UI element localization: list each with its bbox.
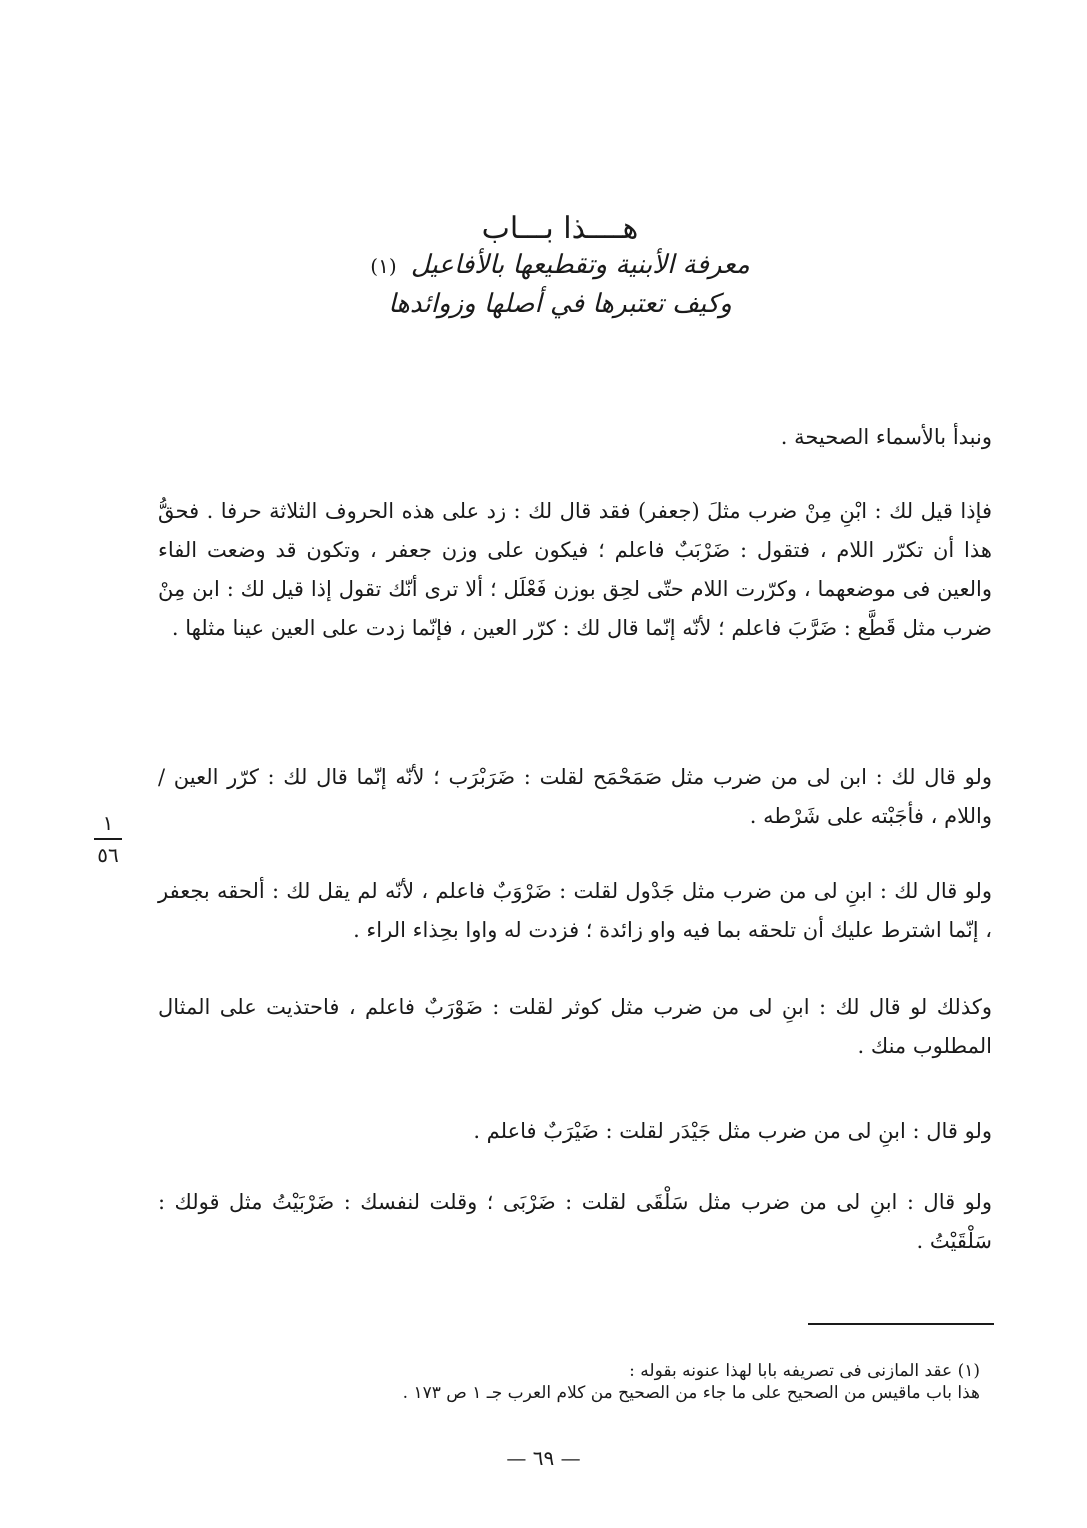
paragraph-text: ونبدأ بالأسماء الصحيحة .	[780, 425, 992, 449]
paragraph-intro	[158, 418, 992, 457]
paragraph-text: ولو قال : ابنِ لى من ضرب مثل جَيْدَر لقلت : ضَيْرَبٌ فاعلم .	[473, 1119, 992, 1143]
folio-number: ١	[102, 811, 114, 835]
paragraph-text: ولو قال لك : ابنِ لى من ضرب مثل جَدْول لقلت : ضَرْوَبٌ فاعلم ، لأنّه لم يقل لك : ألحقه بجعفر ، إنّما اشترط عليك أن تلحقه بما فيه واو زائدة ؛ فزدت له واوا بحِذاء الراء .	[158, 879, 992, 942]
title-line-3: وكيف تعتبرها في أصلها وزوائدها	[388, 289, 732, 319]
title-footnote-marker: (١)	[370, 254, 397, 278]
chapter-title	[360, 212, 760, 323]
footnote-line-1: (١) عقد المازنى فى تصريفه بابا لهذا عنونه بقوله :	[629, 1361, 980, 1381]
paragraph-text: فإذا قيل لك : ابْنِ مِنْ ضرب مثلَ (جعفر) فقد قال لك : زد على هذه الحروف الثلاثة حرفا . فحقُّ هذا أن تكرّر اللام ، فتقول : ضَرْبَبٌ فاعلم ؛ فيكون على وزن جعفر ، وتكون قد وضعت الفاء والعين فى موضعهما ، وكرّرت اللام حتّى لحِق بوزن فَعْلَل ؛ ألا ترى أنّك تقول إذا قيل لك : ابن مِنْ ضرب مثل قَطَّع : ضَرَّبَ فاعلم ؛ لأنّه إنّما قال لك : كرّر العين ، فإنّما زدت على العين عينا مثلها .	[158, 499, 992, 640]
footnote-divider	[808, 1323, 994, 1325]
footnote	[180, 1360, 980, 1404]
paragraph-3	[158, 872, 992, 950]
paragraph-4	[158, 988, 992, 1066]
manuscript-folio-note	[88, 810, 128, 868]
page-number: — ٦٩ —	[506, 1446, 581, 1470]
title-line-2	[360, 246, 760, 285]
paragraph-6	[158, 1183, 992, 1261]
footnote-line-2: هذا باب ماقيس من الصحيح على ما جاء من الصحيح من كلام العرب جـ ١ ص ١٧٣ .	[402, 1383, 980, 1403]
folio-divider	[94, 838, 122, 840]
paragraph-text: ولو قال : ابنِ لى من ضرب مثل سَلْقَى لقلت : ضَرْبَى ؛ وقلت لنفسك : ضَرْبَيْتُ مثل قولك : سَلْقَيْتُ .	[158, 1190, 992, 1253]
paragraph-1	[158, 492, 992, 648]
paragraph-text: ولو قال لك : ابن لى من ضرب مثل صَمَحْمَح لقلت : ضَرَبْرَب ؛ لأنّه إنّما قال لك : كرّر العين / واللام ، فأجَبْته على شَرْطه .	[158, 765, 992, 828]
folio-page: ٥٦	[97, 843, 119, 867]
paragraph-2	[158, 758, 992, 836]
paragraph-5	[158, 1112, 992, 1151]
paragraph-text: وكذلك لو قال لك : ابنِ لى من ضرب مثل كوثر لقلت : ضَوْرَبٌ فاعلم ، فاحتذيت على المثال المطلوب منك .	[158, 995, 992, 1058]
title-line-1: هــــذا بـــاب	[481, 211, 639, 246]
title-line-2-text: معرفة الأبنية وتقطيعها بالأفاعيل	[410, 250, 750, 280]
